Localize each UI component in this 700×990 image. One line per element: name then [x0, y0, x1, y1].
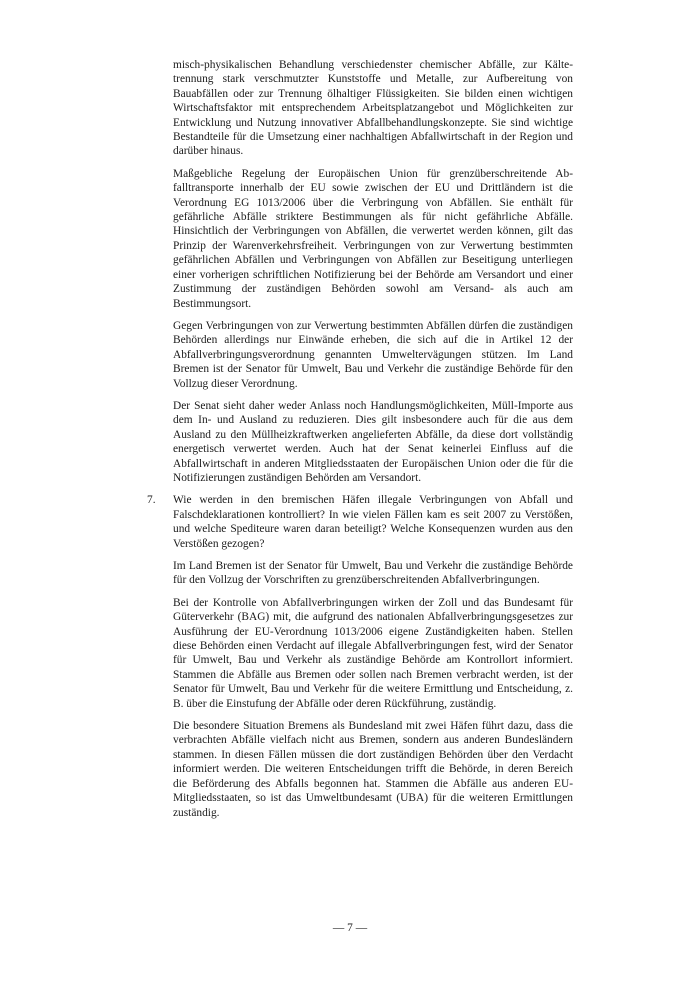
paragraph-responsible-authority: Im Land Bremen ist der Senator für Umwelt, Bau und Verkehr die zuständige Behörde für den Vollzug der Vorschriften zu grenzüberschreitenden Abfallverbringungen.	[173, 560, 573, 587]
paragraph-eu-regulation: Maßgebliche Regelung der Europäischen Union für grenzüberschreitende Abfalltransporte innerhalb der EU sowie zwischen der EU und Drittländern ist die Verordnung EG 1013/2006 über die Verbringung von Abfällen. Sie enthält für gefährliche Abfälle striktere Bestimmungen als für nicht gefährliche Abfälle. Hinsichtlich der Verbringungen von Abfällen, die verwertet werden können, gilt das Prinzip der Warenverkehrsfreiheit. Verbringungen von zur Verwertung bestimmten gefährlichen Abfällen und Verbringungen von Abfällen zur Beseitigung unterliegen einer vorherigen schriftlichen Notifizierung bei der Behörde am Versandort und einer Zustimmung der zuständigen Behörden sowohl am Versand- als auch am Bestimmungsort.	[173, 167, 573, 310]
paragraph-objections: Gegen Verbringungen von zur Verwertung bestimmten Abfällen dürfen die zuständigen Behörden allerdings nur Einwände erheben, die sich auf die in Artikel 12 der Abfallverbringungsverordnung genannten Umweltervägungen stützen. Im Land Bremen ist der Senator für Umwelt, Bau und Verkehr die zuständige Behörde für den Vollzug dieser Verordnung.	[173, 319, 573, 390]
question-number: 7.	[147, 494, 156, 507]
document-body	[147, 58, 573, 828]
paragraph-customs-control: Bei der Kontrolle von Abfallverbringungen wirken der Zoll und das Bundesamt für Güterverkehr (BAG) mit, die aufgrund des nationalen Abfallverbringungsgesetzes zur Ausführung der EU-Verordnung 1013/2006 eigene Zuständigkeiten haben. Stellen diese Behörden einen Verdacht auf illegale Abfallverbringungen fest, wird der Senator für Umwelt, Bau und Verkehr als zuständige Behörde am Kontrollort informiert. Stammen die Abfälle aus Bremen oder sollen nach Bremen verbracht werden, ist der Senator für Umwelt, Bau und Verkehr für die weitere Ermittlung und Entscheidung, z. B. über die Einstufung der Abfälle oder deren Rückführung, zuständig.	[173, 596, 573, 710]
paragraph-bremen-situation: Die besondere Situation Bremens als Bundesland mit zwei Häfen führt dazu, dass die verbrachten Abfälle vielfach nicht aus Bremen, sondern aus anderen Bundesländern stammen. In diesen Fällen müssen die dort zuständigen Behörden über den Verdacht informiert werden. Die weiteren Entscheidungen trifft die Behörde, in deren Bereich die Beförderung des Abfalls begonnen hat. Stammen die Abfälle aus anderen EU-Mitgliedsstaaten, so ist das Umweltbundesamt (UBA) für die weiteren Ermittlungen zuständig.	[173, 720, 573, 819]
question-text: Wie werden in den bremischen Häfen illegale Verbringungen von Abfall und Falschdeklarationen kontrolliert? In wie vielen Fällen kam es seit 2007 zu Verstößen, und welche Spediteure waren daran beteiligt? Welche Konsequenzen wurden aus den Verstößen gezogen?	[173, 494, 573, 550]
page-number: — 7 —	[332, 922, 368, 934]
paragraph-senate-position: Der Senat sieht daher weder Anlass noch Handlungsmöglichkeiten, Müll-Importe aus dem In- und Ausland zu reduzieren. Dies gilt insbesondere auch für die aus dem Ausland zu den Müllheizkraftwerken angelieferten Abfälle, da diese dort vollständig energetisch verwertet werden. Auch hat der Senat keinerlei Einfluss auf die Abfallwirtschaft in anderen Mitgliedsstaaten der Europäischen Union oder die für die Notifizierungen zuständigen Behörden am Versandort.	[173, 399, 573, 484]
paragraph-waste-treatment: misch-physikalischen Behandlung verschiedenster chemischer Abfälle, zur Kältetrennung stark verschmutzter Kunststoffe und Metalle, zur Aufbereitung von Bauabfällen oder zur Trennung ölhaltiger Flüssigkeiten. Sie bilden einen wichtigen Wirtschaftsfaktor mit entsprechendem Arbeitsplatzangebot und Möglichkeiten zur Entwicklung und Nutzung innovativer Abfallbehandlungskonzepte. Sie sind wichtige Bestandteile für die Umsetzung einer nachhaltigen Abfallwirtschaft in der Region und darüber hinaus.	[173, 59, 573, 158]
question-7	[147, 493, 573, 551]
